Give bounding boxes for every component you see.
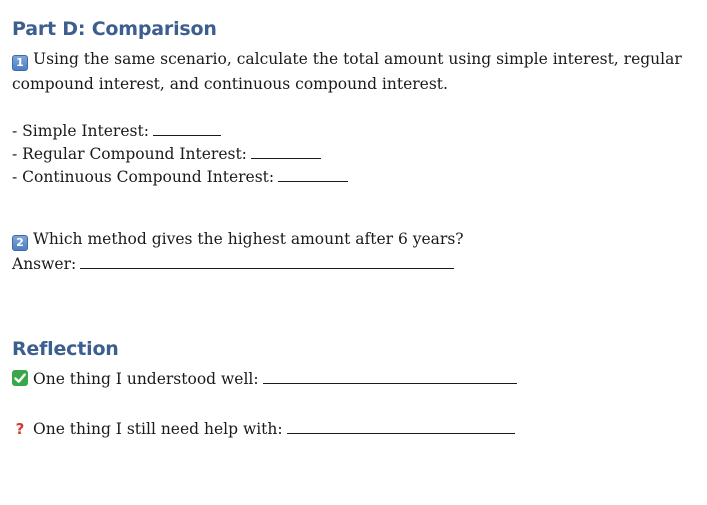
understood-blank[interactable] [263,368,517,384]
regular-compound-blank[interactable] [251,143,321,159]
question-mark-icon: ? [15,420,25,438]
simple-interest-label: - Simple Interest: [12,122,149,140]
part-d-heading: Part D: Comparison [12,18,217,40]
check-mark-icon [12,370,28,386]
answer-label: Answer: [12,255,77,273]
question-2-text: Which method gives the highest amount after 6 years? [33,230,464,248]
continuous-compound-item [12,165,348,189]
help-label: One thing I still need help with: [33,420,283,438]
help-line [12,417,515,441]
answer-blank[interactable] [80,253,454,269]
question-1-text: Using the same scenario, calculate the total amount using simple interest, regular [33,50,682,68]
continuous-compound-blank[interactable] [278,166,348,182]
question-1-line-1 [12,47,682,71]
simple-interest-item [12,119,221,143]
simple-interest-blank[interactable] [153,120,221,136]
continuous-compound-label: - Continuous Compound Interest: [12,168,275,186]
regular-compound-label: - Regular Compound Interest: [12,145,247,163]
keycap-2-icon: 2 [12,235,28,251]
question-1-line-2: compound interest, and continuous compound interest. [12,75,448,93]
reflection-heading: Reflection [12,338,119,360]
understood-label: One thing I understood well: [33,370,259,388]
help-blank[interactable] [287,418,515,434]
question-2-line [12,227,464,251]
keycap-1-icon: 1 [12,55,28,71]
regular-compound-item [12,142,321,166]
answer-line [12,252,454,276]
understood-line [12,367,517,391]
